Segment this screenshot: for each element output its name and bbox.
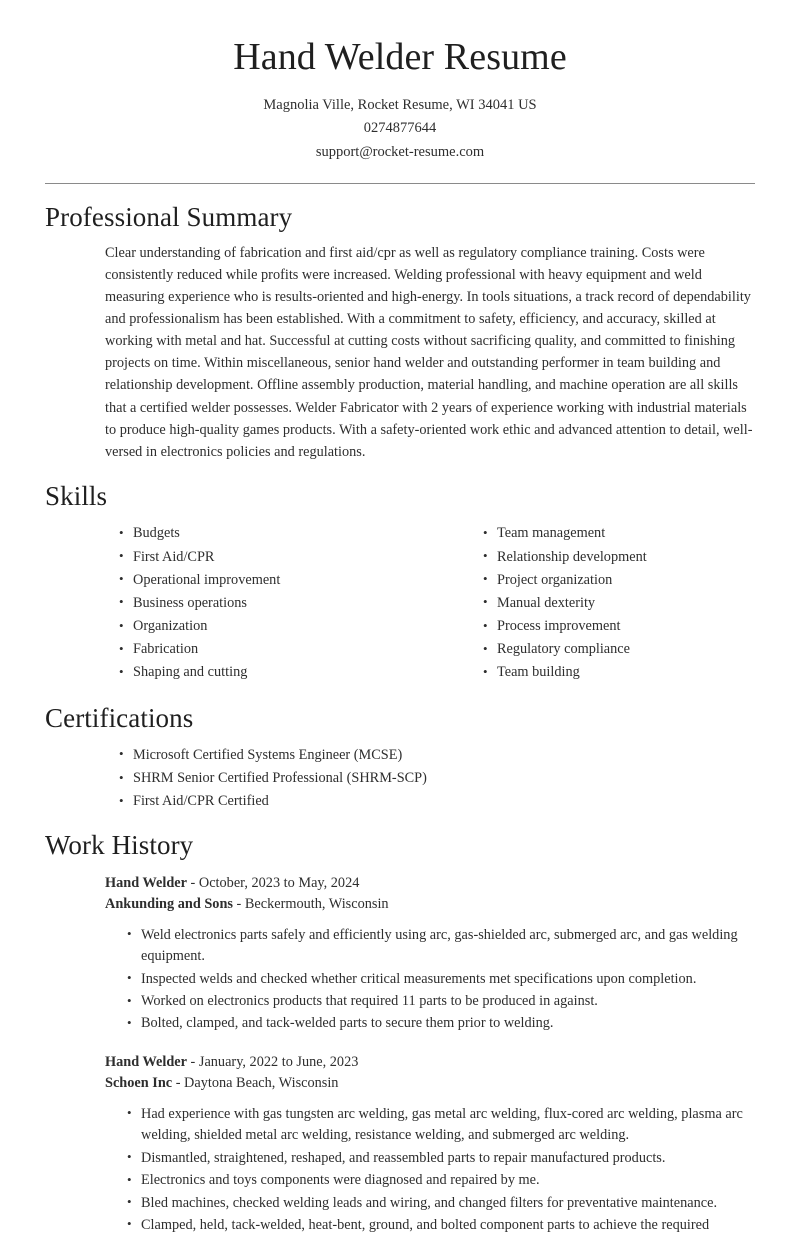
contact-email: support@rocket-resume.com xyxy=(315,143,485,160)
skill-item: • Shaping and cutting xyxy=(117,661,436,683)
job-bullet-list xyxy=(125,925,755,1035)
job-bullet-item: • Dismantled, straightened, reshaped, and reassembled parts to repair manufactured products. xyxy=(125,1148,755,1169)
skills-column-left xyxy=(117,522,436,684)
contact-info xyxy=(45,94,755,164)
job-bullet-item: • Inspected welds and checked whether critical measurements met specifications upon completion. xyxy=(125,969,755,990)
job-entry xyxy=(105,1052,755,1236)
certification-item: • SHRM Senior Certified Professional (SHRM-SCP) xyxy=(117,767,755,789)
skill-item: • Fabrication xyxy=(117,638,436,660)
job-bullet-item: • Weld electronics parts safely and efficiently using arc, gas-shielded arc, submerged arc, and gas welding equipment. xyxy=(125,925,755,968)
job-company-line xyxy=(105,894,755,915)
professional-summary-text: Clear understanding of fabrication and first aid/cpr as well as regulatory compliance training. Costs were consistently reduced while profits were increased. Welding professional with heavy equipment and weld measuring experience who is results-oriented and high-energy. In tools situations, a track record of dependability and professionalism has been established. With a commitment to safety, efficiency, and accuracy, skilled at working with metal and hat. Successful at cutting costs without sacrificing quality, and committed to finishing projects on time. Within miscellaneous, senior hand welder and outstanding performer in team building and relationship development. Offline assembly production, material handling, and machine operation are all skills that a certified welder possesses. Welder Fabricator with 2 years of experience working with industrial materials to produce high-quality games products. With a safety-oriented work ethic and advanced attention to detail, well-versed in electronics policies and regulations. xyxy=(105,244,753,460)
section-heading-skills: Skills xyxy=(45,481,108,512)
skill-item: • Organization xyxy=(117,615,436,637)
skill-item: • Relationship development xyxy=(481,546,755,568)
section-work-history xyxy=(45,829,755,1236)
section-heading-certifications: Certifications xyxy=(45,702,194,733)
skill-item: • Process improvement xyxy=(481,615,755,637)
certification-item: • First Aid/CPR Certified xyxy=(117,790,755,812)
certifications-list xyxy=(117,744,755,812)
job-company: Schoen Inc xyxy=(105,1075,173,1092)
section-professional-summary xyxy=(45,201,755,463)
skill-item: • Business operations xyxy=(117,592,436,614)
job-title-line xyxy=(105,1052,755,1073)
job-company: Ankunding and Sons xyxy=(105,896,233,913)
contact-phone: 0274877644 xyxy=(363,120,437,137)
skill-item: • First Aid/CPR xyxy=(117,546,436,568)
section-heading-professional-summary: Professional Summary xyxy=(45,202,293,233)
skill-item: • Team building xyxy=(481,661,755,683)
job-location: - Beckermouth, Wisconsin xyxy=(232,896,389,913)
skills-column-right xyxy=(436,522,755,684)
section-heading-work-history: Work History xyxy=(45,830,194,861)
job-bullet-item: • Had experience with gas tungsten arc welding, gas metal arc welding, flux-cored arc welding, plasma arc welding, shielded metal arc welding, resistance welding, and submerged arc welding. xyxy=(125,1104,755,1147)
job-bullet-item: • Electronics and toys components were diagnosed and repaired by me. xyxy=(125,1170,755,1191)
skill-item: • Manual dexterity xyxy=(481,592,755,614)
job-location: - Daytona Beach, Wisconsin xyxy=(172,1075,339,1092)
resume-page xyxy=(0,36,800,1236)
job-bullet-item: • Bled machines, checked welding leads and wiring, and changed filters for preventative maintenance. xyxy=(125,1193,755,1214)
job-bullet-item: • Clamped, held, tack-welded, heat-bent, ground, and bolted component parts to achieve the required xyxy=(125,1215,755,1236)
job-title-line xyxy=(105,873,755,894)
certification-item: • Microsoft Certified Systems Engineer (MCSE) xyxy=(117,744,755,766)
skill-item: • Operational improvement xyxy=(117,569,436,591)
page-title: Hand Welder Resume xyxy=(233,36,567,78)
skill-item: • Budgets xyxy=(117,522,436,544)
resume-header xyxy=(45,36,755,184)
skill-item: • Project organization xyxy=(481,569,755,591)
certifications-body xyxy=(117,742,755,812)
section-skills xyxy=(45,480,755,684)
job-bullet-item: • Worked on electronics products that required 11 parts to be produced in against. xyxy=(125,991,755,1012)
skills-list-left xyxy=(117,522,436,683)
skill-item: • Regulatory compliance xyxy=(481,638,755,660)
job-title: Hand Welder xyxy=(105,1053,187,1070)
job-dates: - January, 2022 to June, 2023 xyxy=(186,1053,359,1070)
skills-list-right xyxy=(481,522,755,683)
contact-address: Magnolia Ville, Rocket Resume, WI 34041 US xyxy=(263,96,537,113)
job-bullet-item: • Bolted, clamped, and tack-welded parts to secure them prior to welding. xyxy=(125,1013,755,1034)
section-certifications xyxy=(45,702,755,813)
job-entry xyxy=(105,873,755,1035)
work-history-jobs xyxy=(105,870,755,1236)
job-title: Hand Welder xyxy=(105,874,187,891)
job-bullet-list xyxy=(125,1104,755,1236)
job-company-line xyxy=(105,1073,755,1094)
skills-columns xyxy=(117,520,755,684)
job-dates: - October, 2023 to May, 2024 xyxy=(186,874,360,891)
skill-item: • Team management xyxy=(481,522,755,544)
header-divider xyxy=(45,183,755,184)
